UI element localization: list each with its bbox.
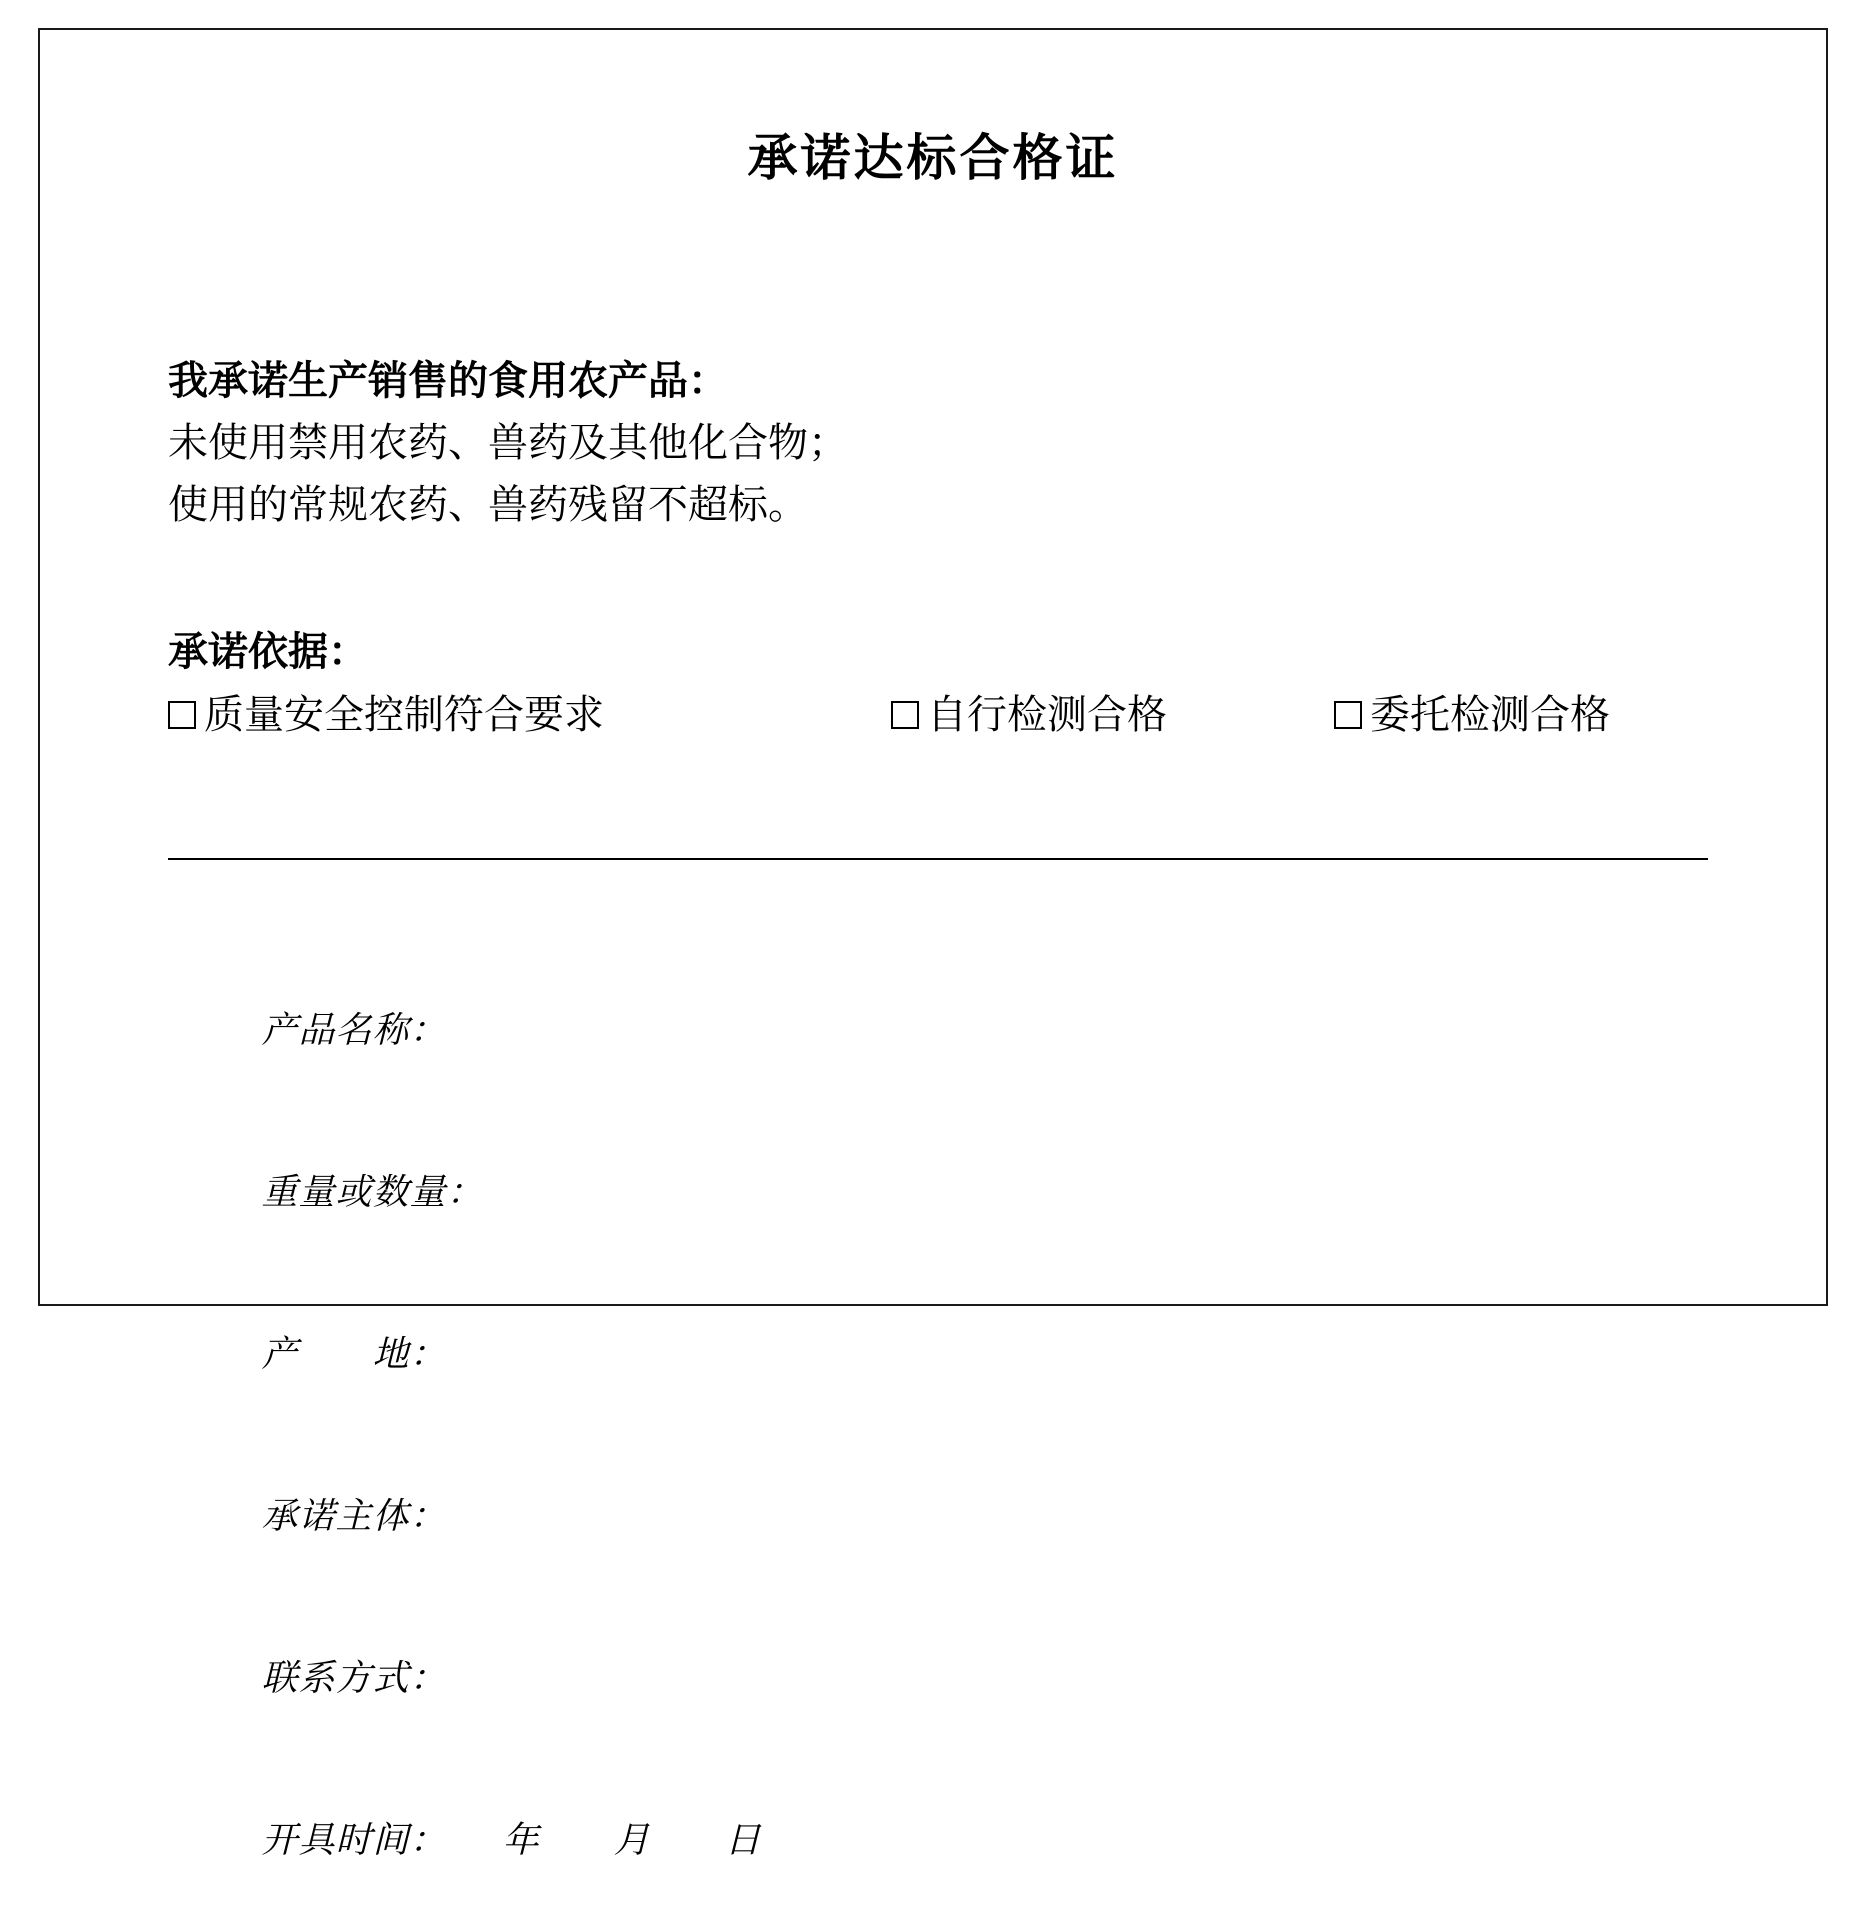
field-promise-subject <box>162 1436 1162 1598</box>
basis-label: 承诺依据： <box>168 629 368 675</box>
basis-option-self-test[interactable] <box>891 688 1167 742</box>
basis-option-label: 质量安全控制符合要求 <box>204 692 604 738</box>
field-issue-date <box>162 1760 1162 1922</box>
promise-line-1: 未使用禁用农药、兽药及其他化合物； <box>168 420 848 466</box>
checkbox-icon[interactable] <box>891 701 919 729</box>
checkbox-icon[interactable] <box>168 701 196 729</box>
section-divider <box>168 858 1708 860</box>
certificate-card <box>38 28 1828 1861</box>
basis-options-row <box>168 688 1728 742</box>
field-label: 产品名称： <box>261 1010 447 1051</box>
field-label: 产 地： <box>261 1334 447 1375</box>
page-title: 承诺达标合格证 <box>747 129 1119 187</box>
certificate-inner <box>40 30 1826 1861</box>
field-value[interactable]: 年 月 日 <box>428 1820 762 1861</box>
promise-heading: 我承诺生产销售的食用农产品： <box>168 358 728 404</box>
field-label: 开具时间： <box>261 1820 429 1861</box>
field-label: 联系方式： <box>261 1658 447 1699</box>
field-weight-or-quantity <box>162 1112 1162 1274</box>
field-label: 承诺主体： <box>261 1496 447 1537</box>
basis-option-quality-control[interactable] <box>168 688 604 742</box>
promise-line-2: 使用的常规农药、兽药残留不超标。 <box>168 482 808 528</box>
field-label: 重量或数量： <box>261 1172 484 1213</box>
field-origin <box>162 1274 1162 1436</box>
basis-option-label: 委托检测合格 <box>1370 692 1610 738</box>
promise-block <box>168 350 1728 536</box>
basis-option-entrusted-test[interactable] <box>1334 688 1610 742</box>
basis-option-label: 自行检测合格 <box>927 692 1167 738</box>
fields-block <box>162 950 1162 1922</box>
field-product-name <box>162 950 1162 1112</box>
checkbox-icon[interactable] <box>1334 701 1362 729</box>
field-contact <box>162 1598 1162 1760</box>
